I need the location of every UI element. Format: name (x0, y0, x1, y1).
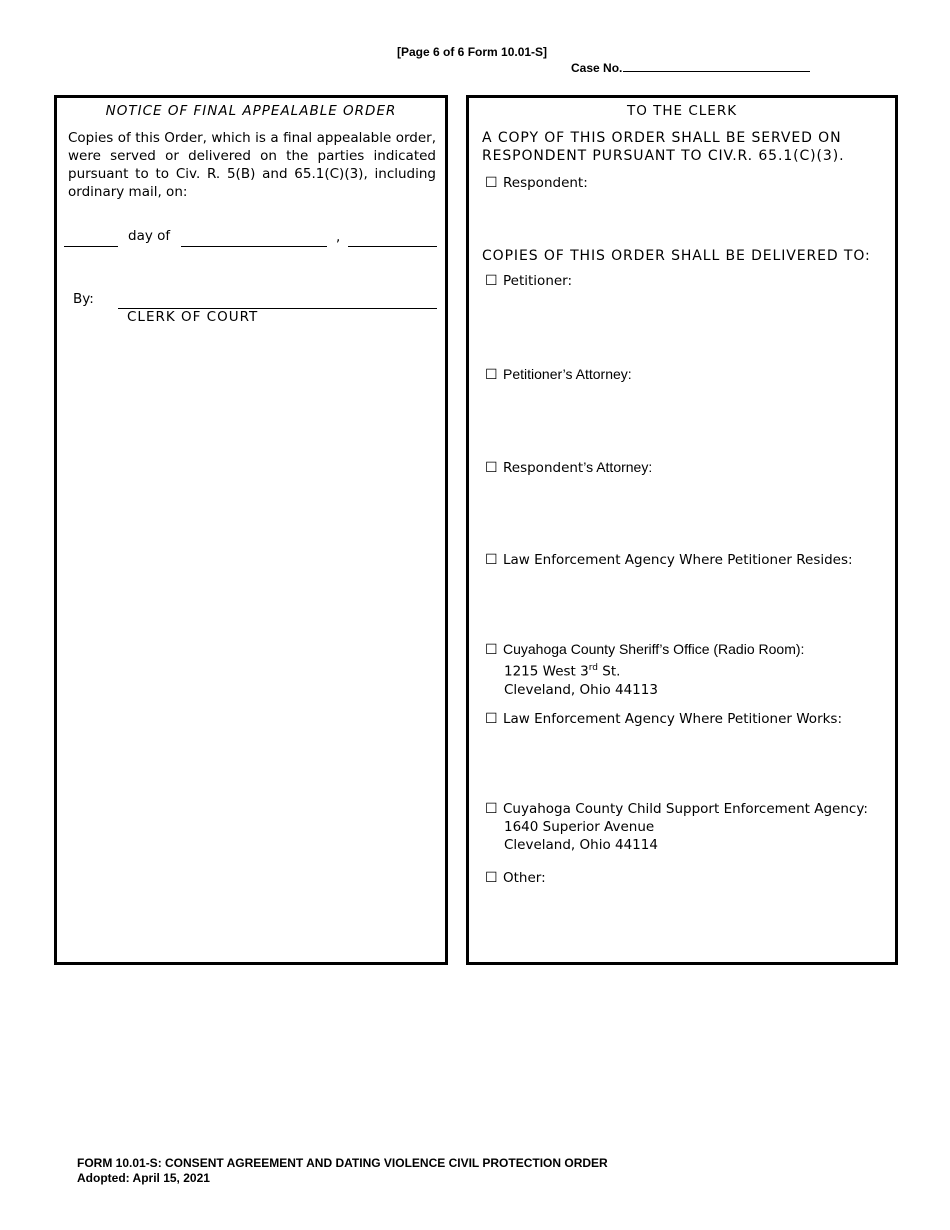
clerk-of-court-label: CLERK OF COURT (127, 309, 259, 325)
respondent-attorney-label-b: ’s Attorney: (583, 459, 653, 475)
respondent-label: Respondent: (503, 175, 588, 191)
respondent-attorney-checkbox[interactable]: ☐ (485, 460, 498, 476)
petitioner-label: Petitioner: (503, 273, 573, 289)
delivered-instruction: COPIES OF THIS ORDER SHALL BE DELIVERED TO: (482, 248, 871, 264)
adopted-date: Adopted: April 15, 2021 (77, 1171, 210, 1185)
sheriff-checkbox[interactable]: ☐ (485, 642, 498, 658)
form-title: FORM 10.01-S: CONSENT AGREEMENT AND DATING VIOLENCE CIVIL PROTECTION ORDER (77, 1156, 608, 1170)
petitioner-attorney-label: Petitioner’s Attorney: (503, 366, 632, 382)
petitioner-checkbox[interactable]: ☐ (485, 273, 498, 289)
case-number-label: Case No. (571, 61, 623, 75)
csea-city: Cleveland, Ohio 44114 (504, 837, 658, 853)
date-comma: , (336, 229, 341, 245)
notice-of-final-appealable-order-box (54, 95, 448, 965)
notice-paragraph: Copies of this Order, which is a final appealable order, were served or delivered on the parties indicated pursuant to to Civ. R. 5(B) and 65.1(C)(3), including ordinary mail, on: (68, 130, 436, 200)
le-works-label: Law Enforcement Agency Where Petitioner Works: (503, 711, 843, 727)
csea-label: Cuyahoga County Child Support Enforcement Agency: (503, 801, 868, 817)
page-number-label: [Page 6 of 6 Form 10.01-S] (397, 45, 548, 59)
notice-title: NOTICE OF FINAL APPEALABLE ORDER (105, 103, 397, 119)
case-number-field[interactable] (623, 59, 810, 72)
le-resides-checkbox[interactable]: ☐ (485, 552, 498, 568)
form-footer (77, 1156, 608, 1186)
le-works-checkbox[interactable]: ☐ (485, 711, 498, 727)
respondent-item (485, 174, 588, 192)
respondent-checkbox[interactable]: ☐ (485, 175, 498, 191)
csea-checkbox[interactable]: ☐ (485, 801, 498, 817)
day-of-label: day of (128, 228, 171, 244)
sheriff-label: Cuyahoga County Sheriff’s Office (Radio Room): (503, 641, 805, 657)
by-label: By: (73, 291, 94, 307)
le-works-item (485, 710, 842, 728)
csea-street: 1640 Superior Avenue (504, 819, 655, 835)
le-resides-label: Law Enforcement Agency Where Petitioner Resides: (503, 552, 853, 568)
respondent-attorney-item (485, 458, 652, 477)
other-item (485, 869, 546, 887)
petitioner-attorney-checkbox[interactable]: ☐ (485, 367, 498, 383)
other-checkbox[interactable]: ☐ (485, 870, 498, 886)
case-number (571, 59, 810, 75)
petitioner-attorney-item (485, 365, 632, 384)
sheriff-street: 1215 West 3rd St. (504, 663, 621, 680)
sheriff-item (485, 640, 804, 699)
served-instruction: A COPY OF THIS ORDER SHALL BE SERVED ON RESPONDENT PURSUANT TO CIV.R. 65.1(C)(3). (482, 130, 845, 164)
clerk-title: TO THE CLERK (626, 103, 738, 119)
year-field[interactable] (348, 246, 437, 247)
day-field[interactable] (64, 246, 118, 247)
other-label: Other: (503, 870, 546, 886)
petitioner-item (485, 272, 572, 290)
le-resides-item (485, 551, 853, 569)
respondent-attorney-label-a: Respondent (503, 460, 584, 476)
to-the-clerk-box (466, 95, 898, 965)
sheriff-city: Cleveland, Ohio 44113 (504, 681, 658, 698)
month-field[interactable] (181, 246, 327, 247)
csea-item (485, 800, 868, 854)
